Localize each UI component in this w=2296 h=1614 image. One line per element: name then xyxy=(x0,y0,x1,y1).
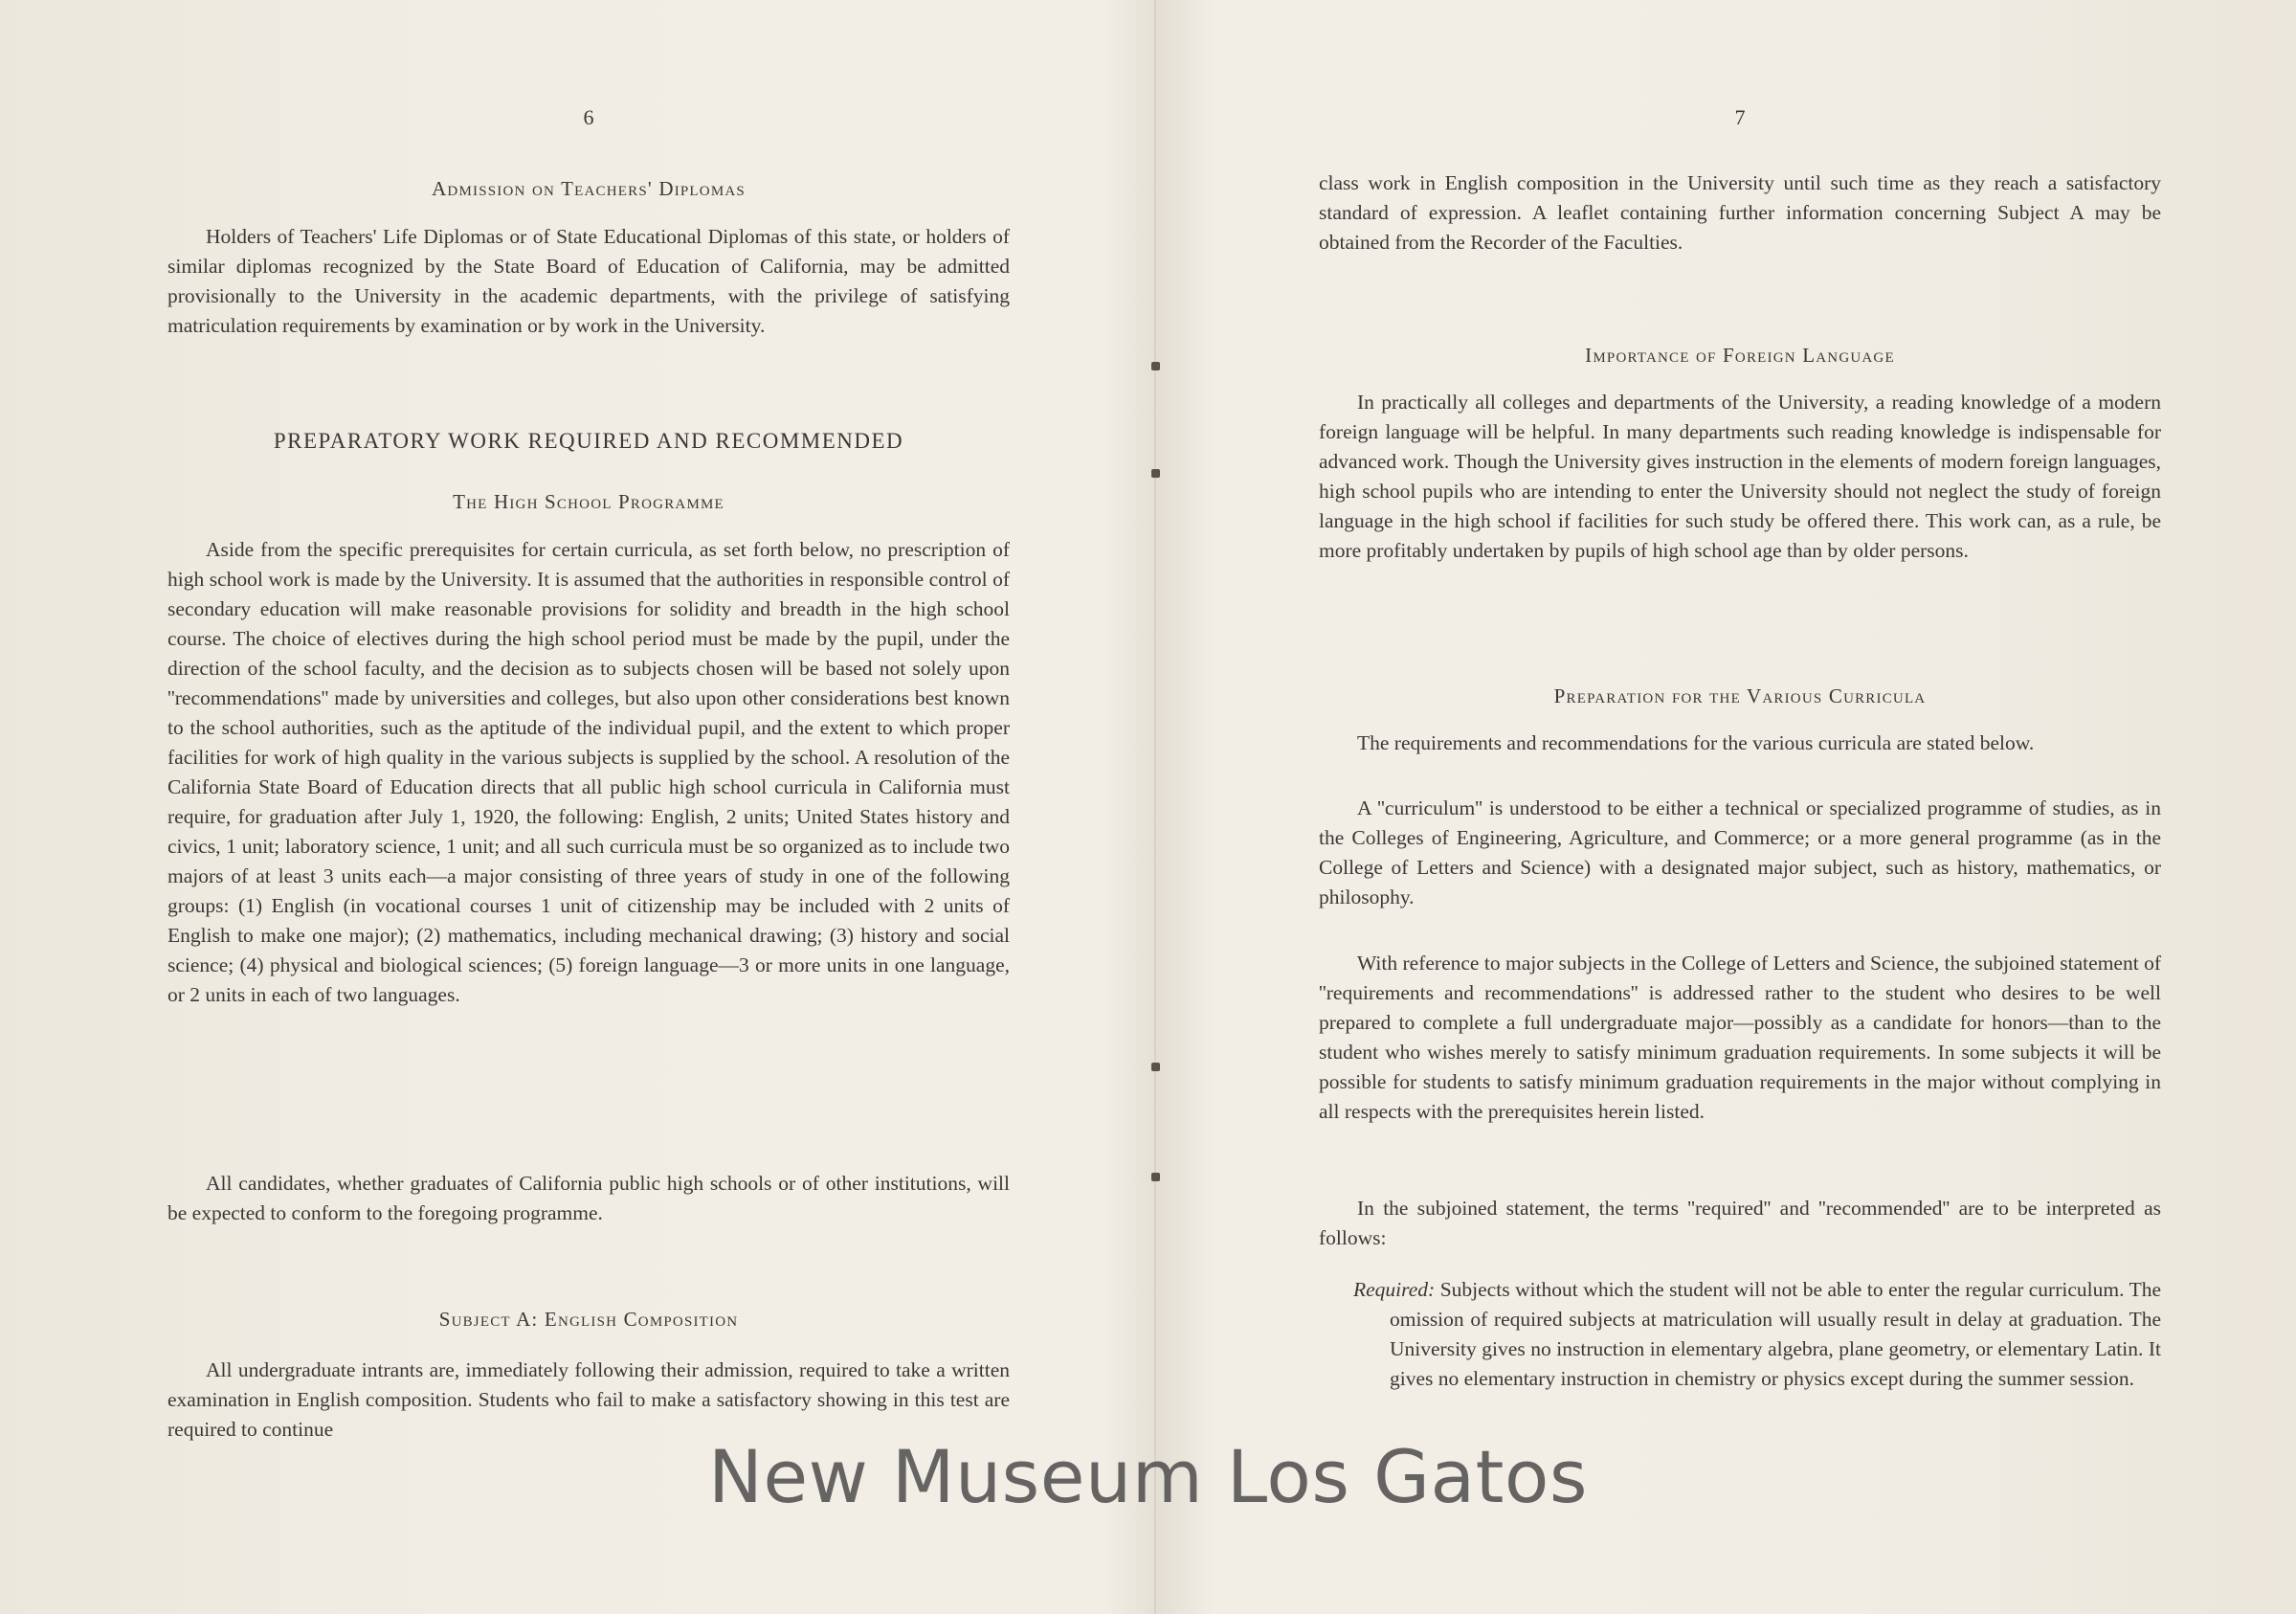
binding-stitch xyxy=(1151,1063,1160,1071)
required-text: Subjects without which the student will not be able to enter the regular curriculum. The omission of required subjects at matriculation will usually result in delay at graduation. The University gives no instruction in elementary algebra, plane geometry, or elementary Latin. It gives no elementary instruction in chemistry or physics except during the summer session. xyxy=(1390,1278,2162,1390)
main-heading: PREPARATORY WORK REQUIRED AND RECOMMENDED xyxy=(273,429,904,453)
curricula-paragraph-1: The requirements and recommendations for the various curricula are stated below. xyxy=(1357,731,2035,754)
required-label: Required: xyxy=(1353,1278,1436,1301)
programme-paragraph-2: All candidates, whether graduates of California public high schools or of other institutions, will be expected to conform to the foregoing programme. xyxy=(167,1172,1010,1224)
programme-paragraph: Aside from the specific prerequisites for certain curricula, as set forth below, no prescription of high school work is made by the University. It is assumed that the authorities in responsible control of secondary education will make reasonable provisions for solidity and breadth in the high school course. The choice of electives during the high school period must be made by the pupil, under the direction of the school faculty, and the decision as to subjects chosen will be based not solely upon ''recommendations'' made by universities and colleges, but also upon other considerations best known to the school authorities, such as the aptitude of the individual pupil, and the extent to which proper facilities for work of high quality in the various subjects is supplied by the school. A resolution of the California State Board of Education directs that all public high school curricula in California must require, for graduation after July 1, 1920, the following: English, 2 units; United States history and civics, 1 unit; laboratory science, 1 unit; and all such curricula must be so organized as to include two majors of at least 3 units each—a major consisting of three years of study in one of the following groups: (1) English (in vocational courses 1 unit of citizenship may be included with 2 units of English to make one major); (2) mathematics, including mechanical drawing; (3) history and social science; (4) physical and biological sciences; (5) foreign language—3 or more units in one language, or 2 units in each of two languages. xyxy=(167,538,1010,1006)
binding-stitch xyxy=(1151,469,1160,478)
admission-heading: Admission on Teachers' Diplomas xyxy=(432,177,746,200)
curricula-paragraph-2: A ''curriculum'' is understood to be either a technical or specialized programme of studies, as in the Colleges of Engineering, Agriculture, and Commerce; or a more general programme (as in the College of Letters and Science) with a designated major subject, such as history, mathematics, or philosophy. xyxy=(1319,796,2161,908)
continued-paragraph: class work in English composition in the University until such time as they reach a satisfactory standard of expression. A leaflet containing further information concerning Subject A may be obtained from the Recorder of the Faculties. xyxy=(1319,171,2161,254)
binding-stitch xyxy=(1151,362,1160,370)
page-number: 7 xyxy=(1734,105,1746,129)
foreign-language-paragraph: In practically all colleges and departments of the University, a reading knowledge of a modern foreign language will be helpful. In many departments such reading knowledge is indispensable for advanced work. Though the University gives instruction in the elements of modern foreign languages, high school pupils who are intending to enter the University should not neglect the study of foreign language in the high school if facilities for such study be offered there. This work can, as a rule, be more profitably undertaken by pupils of high school age than by older persons. xyxy=(1319,391,2161,562)
binding-stitch xyxy=(1151,1173,1160,1181)
right-page xyxy=(1319,0,2161,1614)
watermark: New Museum Los Gatos xyxy=(708,1434,1588,1519)
subject-a-heading: Subject A: English Composition xyxy=(438,1308,739,1331)
foreign-language-heading: Importance of Foreign Language xyxy=(1585,344,1895,367)
curricula-heading: Preparation for the Various Curricula xyxy=(1553,684,1927,707)
admission-paragraph: Holders of Teachers' Life Diplomas or of State Educational Diplomas of this state, or holders of similar diplomas recognized by the State Board of Education of California, may be admitted provisionally to the University in the academic departments, with the privilege of satisfying matriculation requirements by examination or by work in the University. xyxy=(167,225,1010,337)
subject-a-paragraph: All undergraduate intrants are, immediately following their admission, required to take a written examination in English composition. Students who fail to make a satisfactory showing in this test are required to continue xyxy=(167,1358,1010,1441)
left-page xyxy=(167,0,1010,1614)
programme-heading: The High School Programme xyxy=(453,490,724,513)
curricula-paragraph-4: In the subjoined statement, the terms ''required'' and ''recommended'' are to be interpreted as follows: xyxy=(1319,1197,2161,1249)
required-definition xyxy=(1353,1275,2161,1394)
curricula-paragraph-3: With reference to major subjects in the College of Letters and Science, the subjoined statement of ''requirements and recommendations'' is addressed rather to the student who desires to be well prepared to complete a full undergraduate major—possibly as a candidate for honors—than to the student who wishes merely to satisfy minimum graduation requirements. In some subjects it will be possible for students to satisfy minimum graduation requirements in the major without complying in all respects with the prerequisites herein listed. xyxy=(1319,952,2161,1123)
page-number: 6 xyxy=(583,105,594,129)
book-gutter xyxy=(1154,0,1156,1614)
